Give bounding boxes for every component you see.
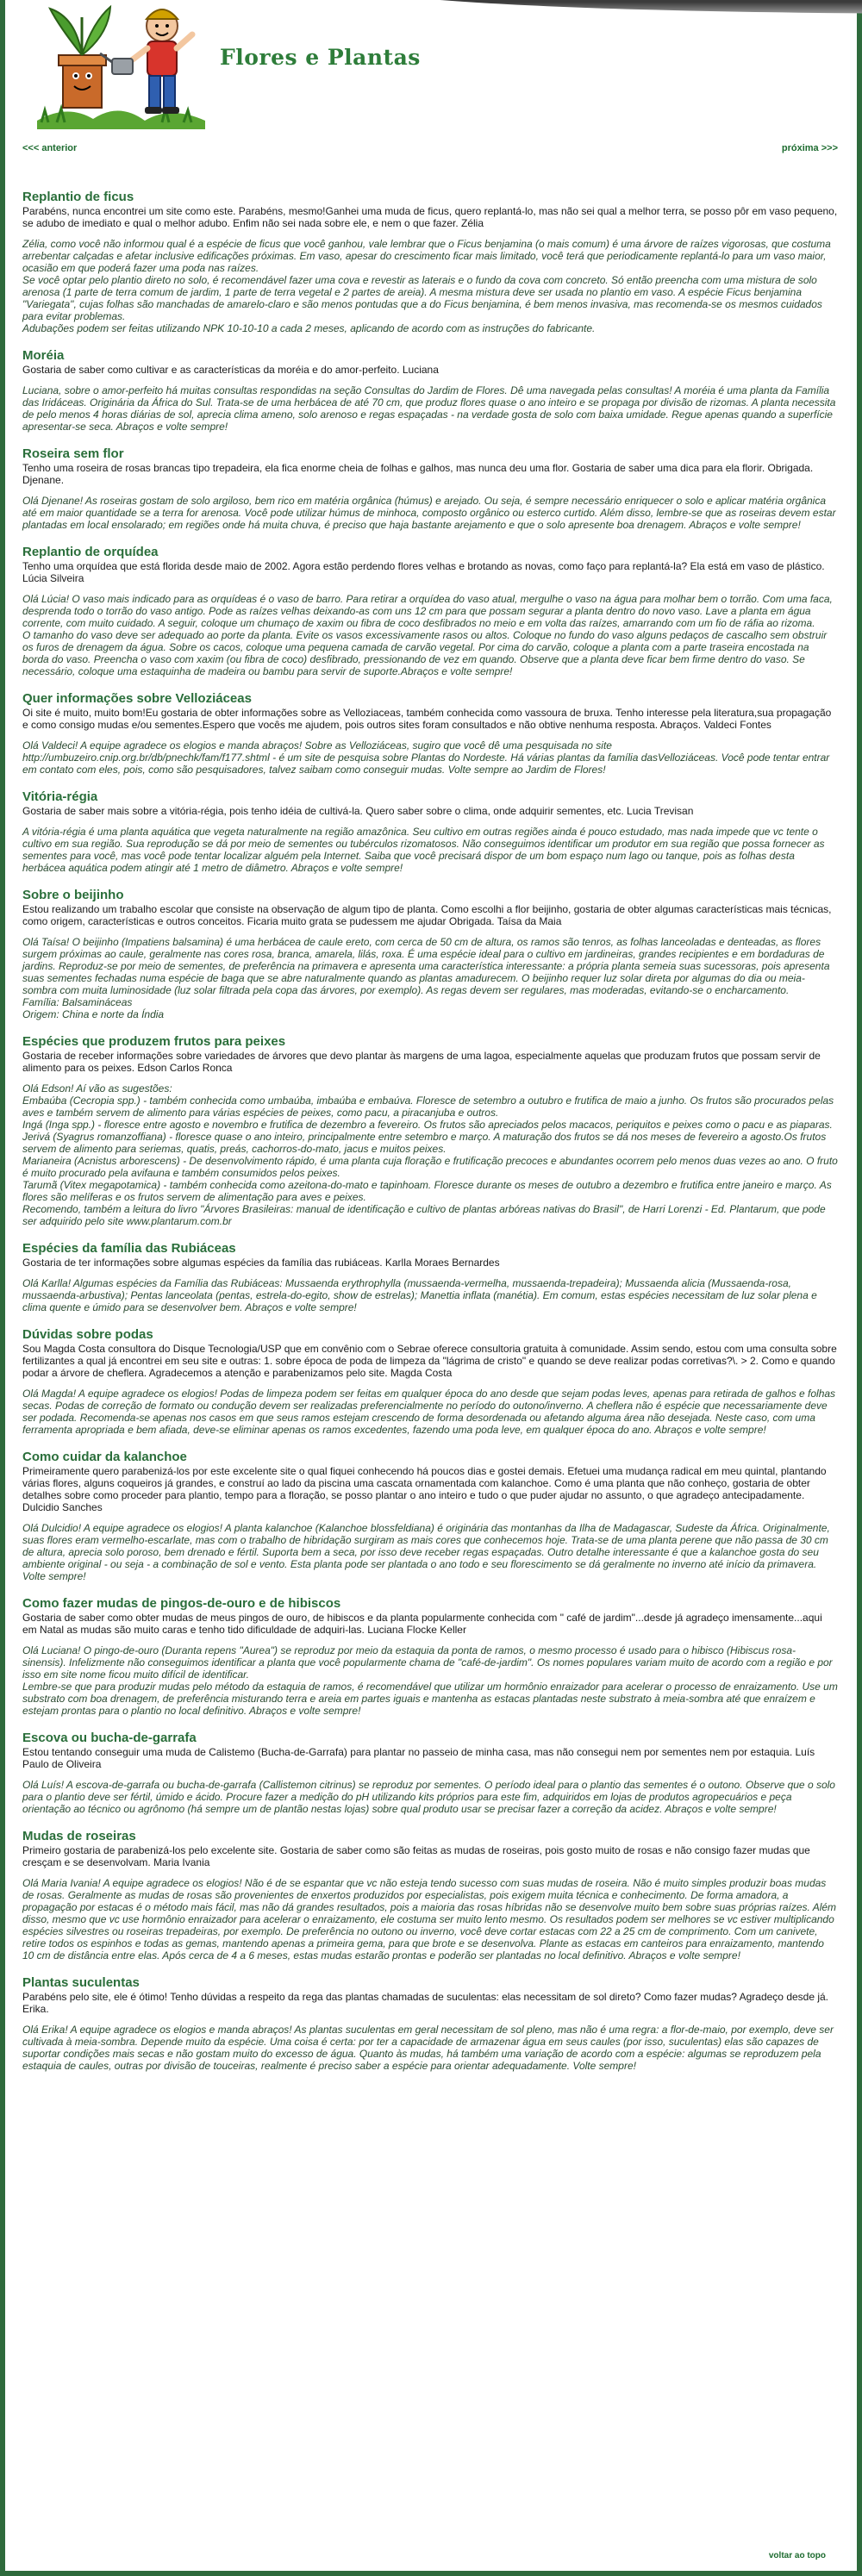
next-page-link[interactable]: próxima >>> (781, 143, 838, 153)
consultation-title: Espécies da família das Rubiáceas (22, 1241, 236, 1256)
consultation-answer: Olá Valdeci! A equipe agradece os elogios e manda abraços! Sobre as Velloziáceas, sugiro que você dê uma pesquisada no site http://umbuzeiro.cnip.org.br/db/pnechk/fam/f177.shtml - é um site de pesquisa sobre Plantas do Nordeste. Há várias plantas da família dasVelloziáceas. Você pode tentar entrar em contato com eles, pois, como são pesquisadores, talvez saibam como conseguir mudas. Volte sempre ao Jardim de Flores! (22, 739, 830, 776)
right-frame-border (857, 0, 862, 2576)
consultations-list (22, 190, 838, 2086)
consultation-answer: Olá Karlla! Algumas espécies da Família das Rubiáceas: Mussaenda erythrophylla (mussaenda-vermelha, mussaenda-trepadeira); Mussaenda alicia (Mussaenda-rosa, mussaenda-arbustiva); Pentas lanceolata (pentas, estrela-do-egito, show de estrelas); Manettia inflata (manétia). Em comum, estas espécies necessitam de luz solar plena e clima quente e úmido para se desenvolver bem. Abraços e volte sempre! (22, 1277, 817, 1313)
consultation-title: Dúvidas sobre podas (22, 1327, 153, 1342)
consultation-entry (22, 1034, 838, 1227)
back-to-top-link[interactable]: voltar ao topo (768, 2551, 826, 2560)
cartoon-gardener-with-watering-can-icon (33, 0, 214, 129)
consultation-entry (22, 789, 838, 874)
consultation-entry (22, 1975, 838, 2072)
site-header (0, 0, 862, 129)
consultation-question: Parabéns, nunca encontrei um site como este. Parabéns, mesmo!Ganhei uma muda de ficus, quero replantá-lo, mas não sei qual a melhor terra, se posso pôr em vaso pequeno, se adubo de imediato e qual o melhor adubo. Enfim não sei nada sobre ele, e nem o que fazer. Zélia (22, 205, 838, 229)
top-pagination (0, 140, 862, 159)
consultation-question: Gostaria de saber como cultivar e as características da moréia e do amor-perfeito. Luciana (22, 364, 439, 376)
header-swoosh-decoration (371, 0, 862, 14)
consultation-answer: Olá Dulcidio! A equipe agradece os elogios! A planta kalanchoe (Kalanchoe blossfeldiana) é originária das montanhas da Ilha de Madagascar, Sudeste da África. Originalmente, suas flores eram vermelho-escarlate, mas com o trabalho de hibridação surgiram as mais cores que conhecemos hoje. Trata-se de uma planta perene que não passa de 30 cm de altura, aprecia solo poroso, bem drenado e fértil. Suporta bem a seca, por isso deve receber regas espaçadas. Outro detalhe interessante é que a kalanchoe gosta do seu ambiente original - ou seja - a combinação de sol e vento. Esta planta pode ser plantada o ano todo e seu florescimento se dá geralmente no inverno até início da primavera. Volte sempre! (22, 1522, 830, 1582)
consultation-answer: A vitória-régia é uma planta aquática que vegeta naturalmente na região amazônica. Seu cultivo em outras regiões ainda é pouco estudado, mas nada impede que vc tente o cultivo em sua região. Sua reprodução se dá por meio de sementes ou tubérculos rizomatosos. Não conseguimos identificar um produtor em sua região que possa fornecer as sementes para você, mas você pode tentar localizar alguém pela Internet. Saiba que você precisará dispor de um bom espaço num lago ou tanque, pois as folhas desta herbácea aquática podem atingir até 1 metro de diâmetro. Abraços e volte sempre! (22, 826, 825, 874)
consultation-entry (22, 190, 838, 334)
consultation-answer: Olá Edson! Aí vão as sugestões: Embaúba (Cecropia spp.) - também conhecida como umbaúba, imbaúba e embaúva. Floresce de setembro a outubro e frutifica de maio a junho. Os frutos são procurados pelas aves e também servem de alimento para várias espécies de peixes, como pacu, a piracanjuba e outros. Ingá (Inga spp.) - floresce entre agosto e novembro e frutifica de dezembro a fevereiro. Os frutos são apreciados pelos macacos, periquitos e peixes como o pacu e as piaparas. Jerivá (Syagrus romanzoffiana) - floresce quase o ano inteiro, principalmente entre setembro e março. A maturação dos frutos se dá nos meses de fevereiro a agosto.Os frutos servem de alimento para seriemas, quatis, preás, cachorros-do-mato, jacus e muitos peixes. Marianeira (Acnistus arborescens) - De desenvolvimento rápido, é uma planta cuja floração e frutificação precoces e abundantes ocorrem pelo menos duas vezes ao ano. O fruto é muito procurado pela avifauna e também consumidos pelos peixes. Tarumã (Vitex megapotamica) - também conhecida como azeitona-do-mato e tapinhoam. Floresce durante os meses de outubro a dezembro e frutifica entre janeiro e março. As flores são melíferas e os frutos servem de alimentação para aves e peixes. Recomendo, também a leitura do livro "Árvores Brasileiras: manual de identificação e cultivo de plantas arbóreas nativas do Brasil", de Harri Lorenzi - Ed. Plantarum, que pode ser adquirido pelo site www.plantarum.com.br (22, 1082, 838, 1227)
consultation-entry (22, 1731, 838, 1815)
consultation-question: Tenho uma roseira de rosas brancas tipo trepadeira, ela fica enorme cheia de folhas e galhos, mas nunca deu uma flor. Gostaria de saber uma dica para ela florir. Obrigada. Djenane. (22, 462, 814, 486)
consultation-question: Gostaria de saber como obter mudas de meus pingos de ouro, de hibiscos e da planta popularmente conhecida com " café de jardim"...desde já agradeço imensamente...aqui em Natal as mudas são muito caras e tenho tido dificuldade de adquiri-las. Luciana Flocke Keller (22, 1612, 822, 1636)
consultation-question: Primeiramente quero parabenizá-los por este excelente site o qual fiquei conhecendo há poucos dias e gostei demais. Efetuei uma mudança radical em meu quintal, plantando várias flores, alguns coqueiros já grandes, e construí ao lado da piscina uma cascata ornamentada com kalanchoe. Como é uma planta que não conheço, gostaria de obter detalhes sobre como proceder para plantio, tempo para a floração, se posso plantar o ano inteiro e tudo o que puder ajudar no assunto, o que agradeço antecipadamente. Dulcidio Sanches (22, 1465, 827, 1513)
consultation-question: Oi site é muito, muito bom!Eu gostaria de obter informações sobre as Velloziaceas, também conhecida como vassoura de bruxa. Tenho interesse pela literatura,sua propagação e como consigo mudas e/ou sementes.Espero que vocês me ajudem, pois outros sites foram consultados e não obtive nenhuma resposta. Abraços. Valdeci Fontes (22, 707, 832, 731)
consultation-question: Gostaria de ter informações sobre algumas espécies da família das rubiáceas. Karlla Moraes Bernardes (22, 1257, 500, 1269)
consultation-question: Estou realizando um trabalho escolar que consiste na observação de algum tipo de planta. Como escolhi a flor beijinho, gostaria de obter algumas características mais técnicas, como origem, características e outros conceitos. Ficaria muito grata se pudessem me ajudar Obrigada. Taísa da Maia (22, 903, 832, 927)
consultation-question: Sou Magda Costa consultora do Disque Tecnologia/USP que em convênio com o Sebrae oferece consultoria gratuita à comunidade. Assim sendo, estou com uma consulta sobre fertilizantes a qual já encontrei em seu site e outras: 1. sobre época de poda de limpeza da "lágrima de cristo" e quando se deve realizar podas corretivas?\. > 2. Como e quando podar a árvore de cheflera. Agradecemos a atenção e parabenizamos pelo site. Magda Costa (22, 1343, 837, 1379)
consultation-question: Gostaria de receber informações sobre variedades de árvores que devo plantar às margens de uma lagoa, especialmente aquelas que produzam frutos que possam servir de alimento para os peixes. Edson Carlos Ronca (22, 1050, 821, 1074)
consultation-title: Replantio de orquídea (22, 545, 159, 559)
consultation-title: Moréia (22, 348, 65, 363)
consultation-entry (22, 691, 838, 776)
consultation-answer: Olá Djenane! As roseiras gostam de solo argiloso, bem rico em matéria orgânica (húmus) e arejado. Ou seja, é sempre necessário enriquecer o solo e aplicar matéria orgânica até em maior quantidade se a terra for arenosa. Você pode utilizar húmus de minhoca, composto orgânico ou esterco curtido. Além disso, lembre-se que as roseiras devem estar plantadas em local ensolarado; em regiões onde há muita chuva, é preciso que haja bastante arejamento e que o solo apresente boa drenagem. Abraços e volte sempre! (22, 495, 836, 531)
consultation-question: Estou tentando conseguir uma muda de Calistemo (Bucha-de-Garrafa) para plantar no passeio de minha casa, mas não consegui nem por sementes nem por estaquia. Luís Paulo de Oliveira (22, 1746, 815, 1770)
consultation-question: Parabéns pelo site, ele é ótimo! Tenho dúvidas a respeito da rega das plantas chamadas de suculentas: elas necessitam de sol direto? Como fazer mudas? Agradeço desde já. Erika. (22, 1991, 829, 2015)
previous-page-link[interactable]: <<< anterior (22, 143, 78, 153)
consultation-title: Replantio de ficus (22, 190, 134, 204)
consultation-entry (22, 348, 838, 433)
consultation-answer: Olá Erika! A equipe agradece os elogios e manda abraços! As plantas suculentas em geral necessitam de sol pleno, mas não é uma regra: a flor-de-maio, por exemplo, deve ser cultivada à meia-sombra. Depende muito da espécie. Uma coisa é certa: por ter a capacidade de armazenar água em seus caules (por isso, suculentas) elas são capazes de suportar condições mais secas e não gostam muito do excesso de água. Quanto às mudas, há também uma variação de acordo com a espécie: algumas se reproduzem pela estaquia de caules, outras por divisão de touceiras, realmente é preciso saber a espécie para orientar adequadamente. Volte sempre! (22, 2024, 834, 2072)
consultation-entry (22, 1327, 838, 1436)
consultation-title: Como fazer mudas de pingos-de-ouro e de hibiscos (22, 1596, 341, 1611)
consultation-question: Primeiro gostaria de parabenizá-los pelo excelente site. Gostaria de saber como são feitas as mudas de roseiras, pois gosto muito de rosas e não consigo fazer mudas que cresçam e se desenvolvam. Maria Ivania (22, 1844, 810, 1868)
consultation-entry (22, 1241, 838, 1313)
consultation-question: Gostaria de saber mais sobre a vitória-régia, pois tenho idéia de cultivá-la. Quero saber sobre o clima, onde adquirir sementes, etc. Lucia Trevisan (22, 805, 694, 817)
consultation-title: Mudas de roseiras (22, 1829, 136, 1843)
consultation-answer: Luciana, sobre o amor-perfeito há muitas consultas respondidas na seção Consultas do Jardim de Flores. Dê uma navegada pelas consultas! A moréia é uma planta da Família das Iridáceas. Originária da África do Sul. Trata-se de uma herbácea de até 70 cm, que produz flores quase o ano inteiro e se propaga por divisão de rizomas. A planta necessita de pelo menos 4 horas diárias de sol, aprecia clima ameno, solo arenoso e regas espaçadas - na verdade gosta de solo com baixa umidade. Regue apenas quando a superfície apresentar-se seca. Abraços e volte sempre! (22, 384, 836, 433)
consultation-title: Escova ou bucha-de-garrafa (22, 1731, 197, 1745)
consultation-answer: Zélia, como você não informou qual é a espécie de ficus que você ganhou, vale lembrar que o Ficus benjamina (o mais comum) é uma árvore de raízes vigorosas, que costuma arrebentar calçadas e afetar inclusive edificações próximas. Em vaso, apesar do crescimento ficar mais limitado, você terá que periodicamente replantá-lo para um vaso maior, ocasião em que poderá fazer uma poda nas raízes. Se você optar pelo plantio direto no solo, é recomendável fazer uma cova e revestir as laterais e o fundo da cova com concreto. Só então preencha com uma mistura de solo arenosa (1 parte de terra comum de jardim, 1 parte de terra vegetal e 2 partes de areia). A mesma mistura deve ser usada no plantio em vaso. A espécie Ficus benjamina "Variegata", cujas folhas são manchadas de amarelo-claro e são menos pontudas que a do Ficus benjamina, é bem menos invasiva, mas recomenda-se os mesmos cuidados para evitar problemas. Adubações podem ser feitas utilizando NPK 10-10-10 a cada 2 meses, aplicando de acordo com as instruções do fabricante. (22, 238, 831, 334)
consultation-title: Roseira sem flor (22, 446, 124, 461)
consultation-title: Espécies que produzem frutos para peixes (22, 1034, 286, 1049)
site-title: Flores e Plantas (220, 45, 421, 70)
consultation-entry (22, 545, 838, 677)
consultation-answer: Olá Maria Ivania! A equipe agradece os elogios! Não é de se espantar que vc não esteja tendo sucesso com suas mudas de roseira. Não é muito simples produzir boas mudas de rosas. Geralmente as mudas de rosas são provenientes de enxertos produzidos por especialistas, pois exigem muita técnica e conhecimento. De forma amadora, a propagação por estacas é o método mais fácil, mas não dá grandes resultados, pois a maioria das rosas híbridas não se desenvolve muito bem sobre suas próprias raízes. Além disso, mesmo que vc use hormônio enraizador para acelerar o enraizamento, ele costuma ser muito lento mesmo. Os resultados podem ser melhores se vc estiver multiplicando espécies silvestres ou roseiras trepadeiras, por exemplo. De preferência no outono ou inverno, você deve cortar estacas com 22 a 25 cm de comprimento. Com um canivete, retire todos os espinhos e todas as gemas, mantendo apenas a primeira gema, para que brote e se desenvolva. Plante as estacas em canteiros para enraizamento, mantendo 10 cm de distância entre elas. Após cerca de 4 a 6 meses, estas mudas estarão prontas e poderão ser plantadas no local definitivo. Abraços e volte sempre! (22, 1877, 837, 1962)
consultation-entry (22, 888, 838, 1020)
consultation-answer: Olá Taísa! O beijinho (Impatiens balsamina) é uma herbácea de caule ereto, com cerca de 50 cm de altura, os ramos são tenros, as folhas lanceoladas e denteadas, as flores surgem próximas ao caule, geralmente nas cores rosa, branca, amarela, lilás, roxa. É uma espécie ideal para o cultivo em jardineiras, grandes recipientes e em bordaduras de jardins. Reproduz-se por meio de sementes, de preferência na primavera e apresenta uma característica interessante: a própria planta semeia suas sucessoras, pois apresenta suas sementes fechadas numa espécie de baga que se abre naturalmente quando as plantas amadurecem. O beijinho requer luz solar direta por algumas do dia ou meia-sombra com muita luminosidade (luz solar filtrada pela copa das árvores, por exemplo). As regas devem ser regulares, mas moderadas, evitando-se o encharcamento. Família: Balsamináceas Origem: China e norte da Índia (22, 936, 830, 1020)
consultation-answer: Olá Lúcia! O vaso mais indicado para as orquídeas é o vaso de barro. Para retirar a orquídea do vaso atual, mergulhe o vaso na água para molhar bem o torrão. Com uma faca, desprenda todo o torrão do vaso antigo. Pode as raízes velhas deixando-as com uns 12 cm para que possam segurar a planta dentro do novo vaso. Lave a planta em água corrente, com muito cuidado. A seguir, coloque um chumaço de xaxim ou fibra de coco desfibrados no meio e em volta das raízes, amarrando com um fio de ráfia ao rizoma. O tamanho do vaso deve ser adequado ao porte da planta. Evite os vasos excessivamente rasos ou altos. Coloque no fundo do vaso alguns pedaços de cascalho sem obstruir os furos de drenagem da água. Sobre os cacos, coloque uma pequena camada de carvão vegetal. Por cima do carvão, coloque a planta com a parte traseira encostada na borda do vaso. Preencha o vaso com xaxim (ou fibra de coco) desfibrado, pressionando de vez em quando. Observe que a planta deve ficar bem firme dentro do vaso. Se necessário, coloque uma estaquinha de madeira ou bambu para servir de suporte.Abraços e volte sempre! (22, 593, 833, 677)
consultation-entry (22, 1450, 838, 1582)
consultation-answer: Olá Luciana! O pingo-de-ouro (Duranta repens "Aurea") se reproduz por meio da estaquia da ponta de ramos, o mesmo processo é usado para o hibisco (Hibiscus rosa-sinensis). Infelizmente não conseguimos identificar a planta que você popularmente chama de "café-de-jardim". Os nomes populares variam muito de acordo com a região e por isso em site nome ficou muito difícil de identificar. Lembre-se que para produzir mudas pelo método da estaquia de ramos, é recomendável que utilizar um hormônio enraizador para acelerar o processo de enraizamento. Use um substrato com boa drenagem, de preferência misturando terra e areia em partes iguais e mantenha as estacas plantadas neste substrato à meia-sombra até que enraízem e estejam prontas para o plantio no local definitivo. Abraços e volte sempre! (22, 1644, 838, 1717)
consultation-answer: Olá Magda! A equipe agradece os elogios! Podas de limpeza podem ser feitas em qualquer época do ano desde que sejam podas leves, apenas para retirada de galhos e folhas secas. Podas de correção de formato ou condução devem ser realizadas preferencialmente no período do outono/inverno. A cheflera não é espécie que necessariamente deve ser podada. Recomenda-se apenas nos casos em que seus ramos estejam crescendo de forma desordenada ou afetando alguma área não desejada. Neste caso, com uma ferramenta apropriada e bem afiada, deve-se eliminar apenas os ramos excedentes, fazendo uma poda leve, em qualquer época do ano. Abraços e volte sempre! (22, 1388, 836, 1436)
consultation-entry (22, 1829, 838, 1962)
consultation-title: Como cuidar da kalanchoe (22, 1450, 187, 1464)
bottom-frame-border (0, 2571, 862, 2576)
left-frame-border (0, 0, 5, 2576)
consultation-title: Plantas suculentas (22, 1975, 140, 1990)
consultation-question: Tenho uma orquídea que está florida desde maio de 2002. Agora estão perdendo flores velhas e brotando as novas, como faço para replantá-la? Ela está em vaso de plástico. Lúcia Silveira (22, 560, 825, 584)
consultation-title: Vitória-régia (22, 789, 98, 804)
consultation-title: Sobre o beijinho (22, 888, 124, 902)
consultation-entry (22, 446, 838, 531)
consultation-answer: Olá Luís! A escova-de-garrafa ou bucha-de-garrafa (Callistemon citrinus) se reproduz por sementes. O período ideal para o plantio das sementes é o outono. Observe que o solo para o plantio deve ser fértil, úmido e ácido. Procure fazer a medição do pH utilizando kits próprios para este fim, adquiridos em lojas de produtos agropecuários e peça orientação ao técnico ou agrônomo (há sempre um de plantão nestas lojas) sobre qual produto usar se precisar fazer a correção da acidez. Abraços e volte sempre! (22, 1779, 835, 1815)
consultation-title: Quer informações sobre Velloziáceas (22, 691, 252, 706)
consultation-entry (22, 1596, 838, 1717)
